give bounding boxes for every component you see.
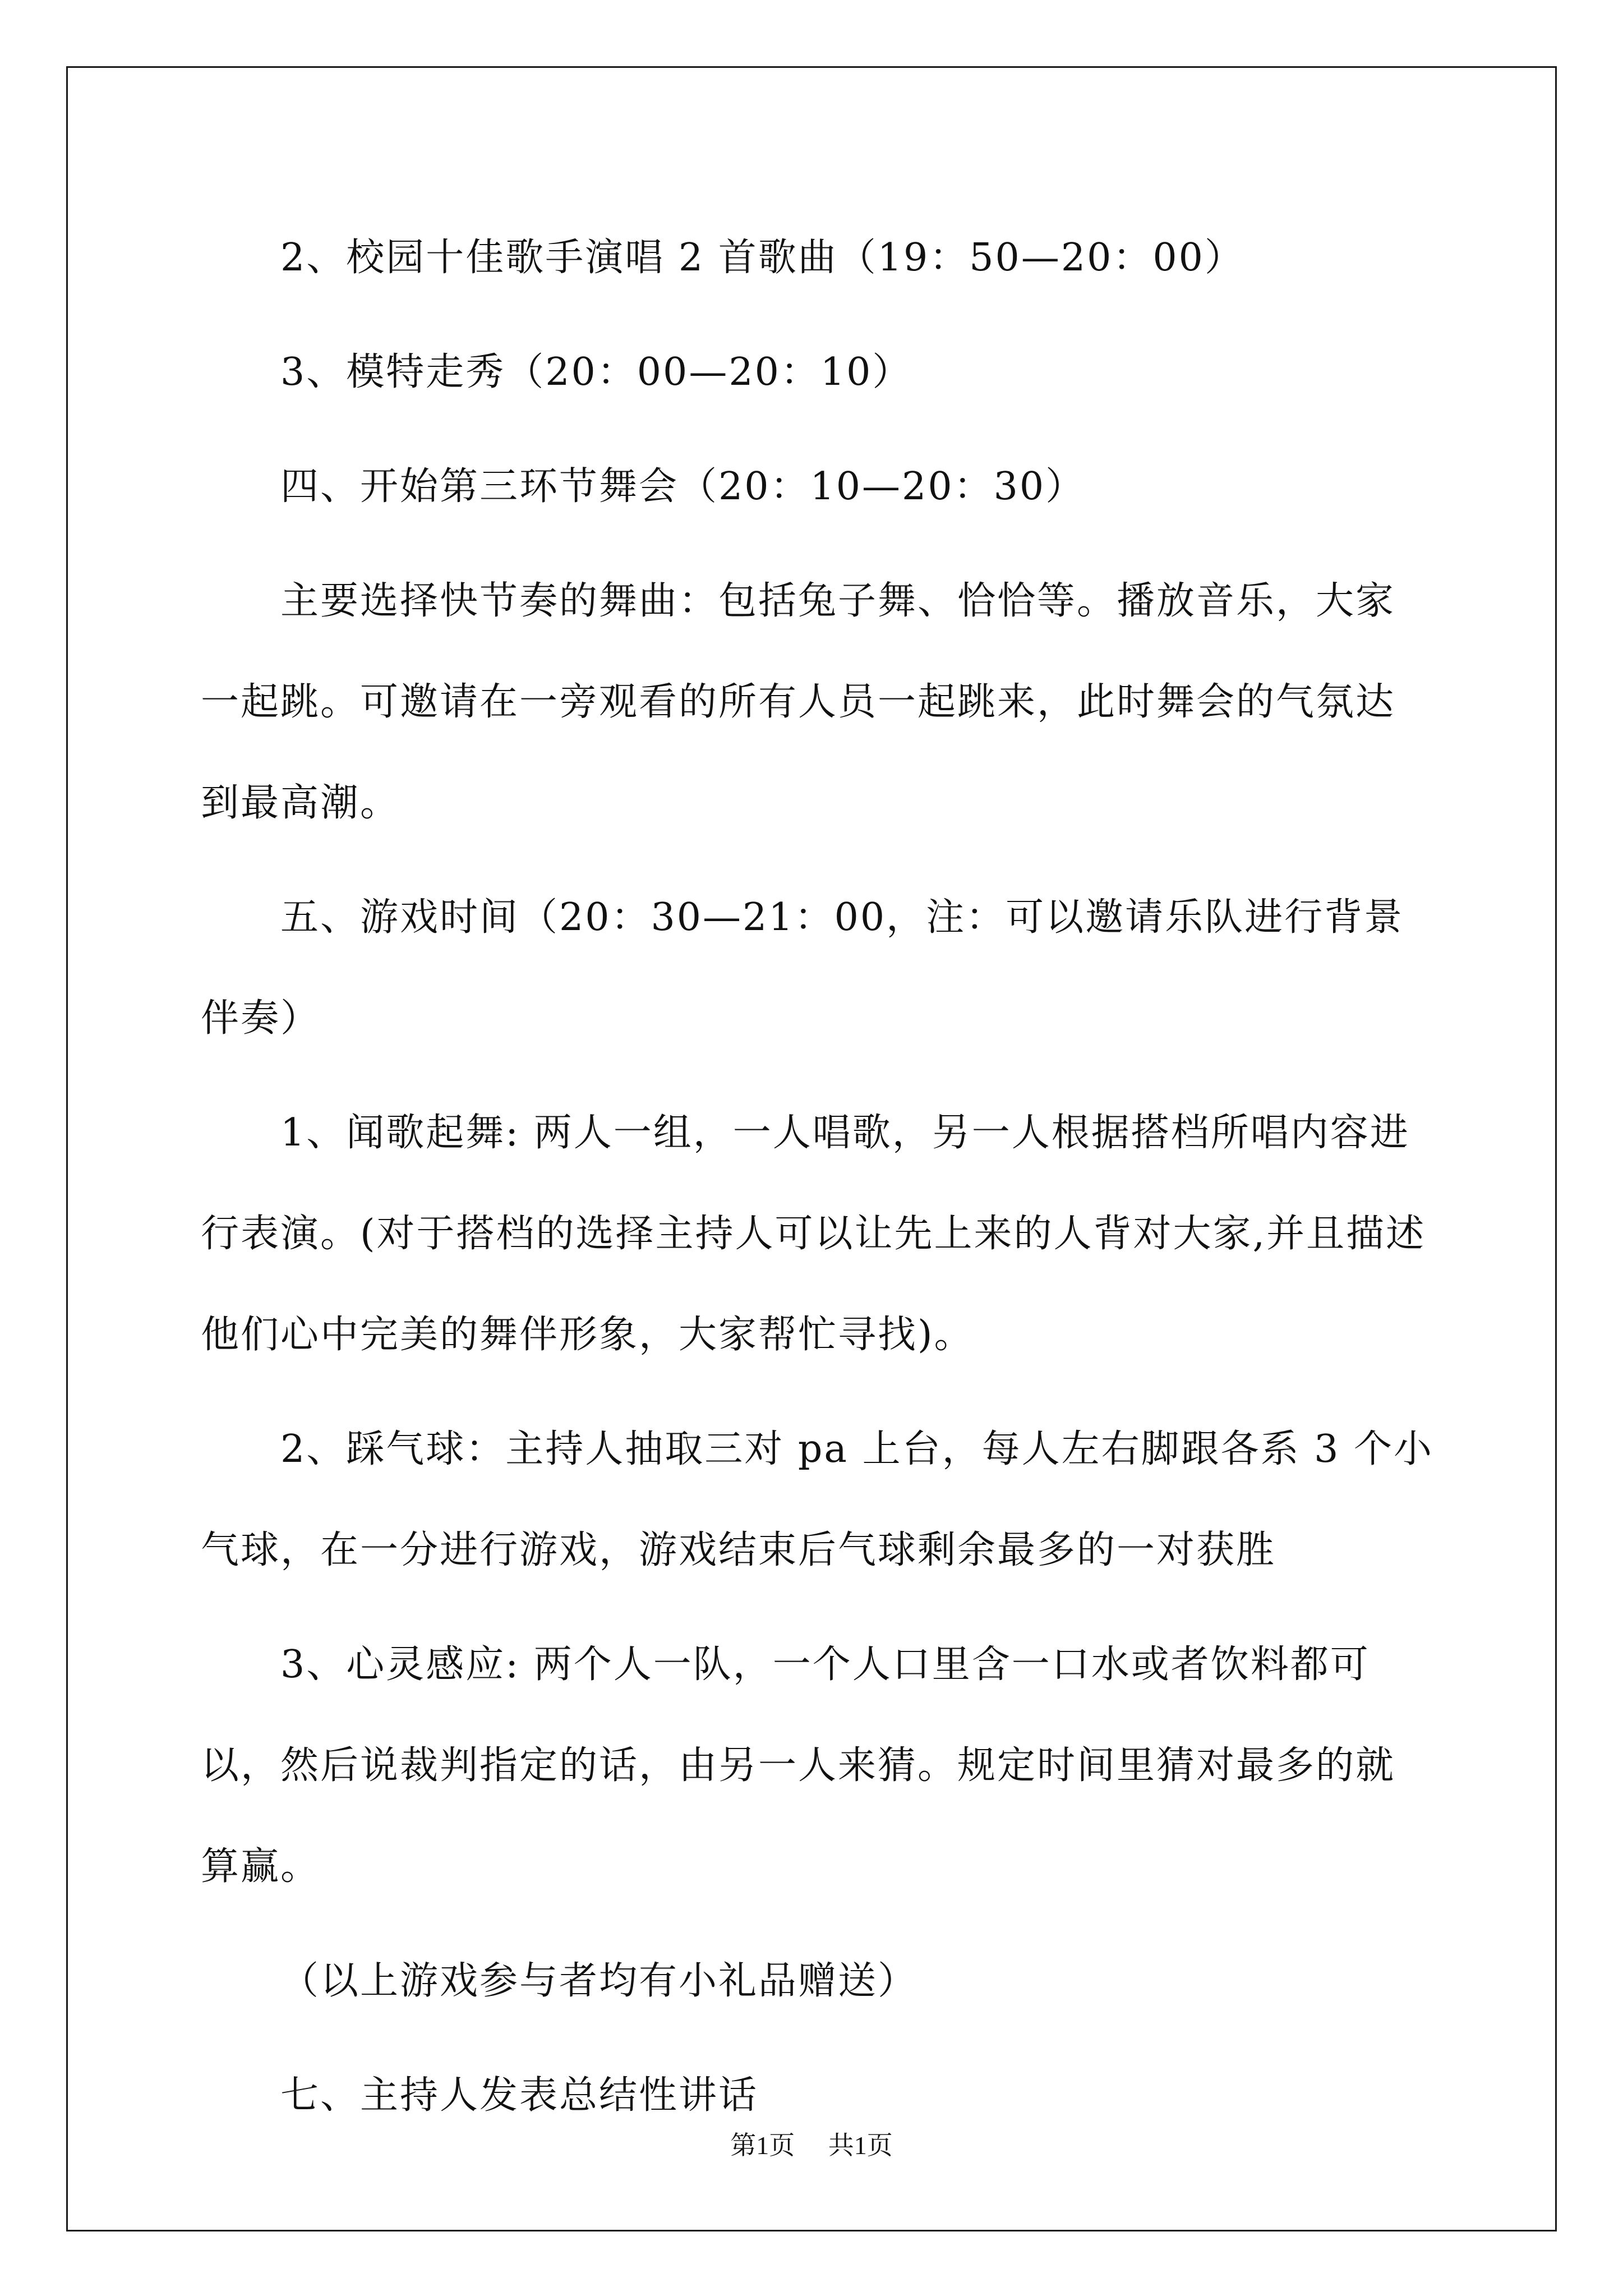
- page-total: 共1页: [828, 2131, 893, 2160]
- paragraph: 四、开始第三环节舞会（20：10—20：30）: [280, 464, 1086, 509]
- paragraph: 3、心灵感应: 两个人一队，一个人口里含一口水或者饮料都可以，然后说裁判指定的话，由另一人来猜。规定时间里猜对最多的就算赢。: [201, 1642, 1396, 1889]
- paragraph: 2、踩气球：主持人抽取三对 pa 上台，每人左右脚跟各系 3 个小气球，在一分进行游戏，游戏结束后气球剩余最多的一对获胜: [201, 1427, 1434, 1572]
- paragraph: 五、游戏时间（20：30—21：00，注：可以邀请乐队进行背景伴奏）: [201, 895, 1404, 1041]
- paragraph: 七、主持人发表总结性讲话: [280, 2073, 759, 2118]
- paragraph: 2、校园十佳歌手演唱 2 首歌曲（19：50—20：00）: [280, 236, 1244, 280]
- paragraph: 主要选择快节奏的舞曲：包括兔子舞、恰恰等。播放音乐，大家一起跳。可邀请在一旁观看的所有人员一起跳来，此时舞会的气氛达到最高潮。: [201, 579, 1396, 825]
- paragraph: （以上游戏参与者均有小礼品赠送）: [280, 1959, 918, 2003]
- document-body: [201, 208, 1435, 2146]
- paragraph: 1、闻歌起舞: 两人一组，一人唱歌，另一人根据搭档所唱内容进行表演。(对于搭档的选择主持人可以让先上来的人背对大家,并且描述他们心中完美的舞伴形象，大家帮忙寻找)。: [201, 1111, 1426, 1357]
- page-number: 第1页: [730, 2131, 795, 2160]
- page-footer: [0, 2125, 1623, 2162]
- paragraph: 3、模特走秀（20：00—20：10）: [280, 350, 912, 394]
